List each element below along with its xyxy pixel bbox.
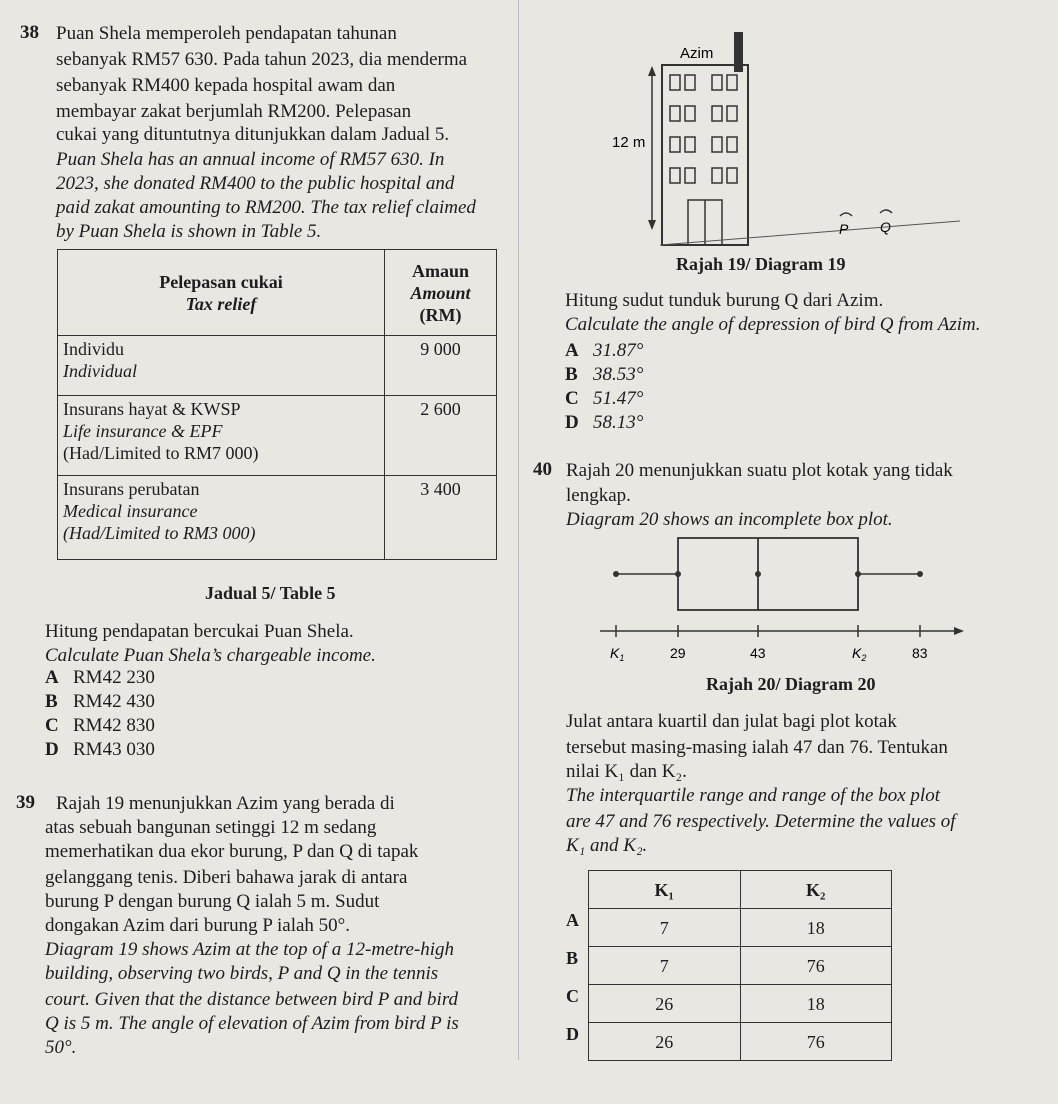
option-text: RM43 030: [73, 739, 155, 760]
height-label: 12 m: [612, 134, 646, 151]
q39-english-line: 50°.: [45, 1037, 77, 1058]
q40-english-line: are 47 and 76 respectively. Determine the values of: [566, 811, 956, 832]
option-letter: D: [45, 739, 59, 760]
q40-text-line: Rajah 20 menunjukkan suatu plot kotak yang tidak: [566, 460, 953, 481]
table-row[interactable]: [589, 1023, 892, 1061]
box-plot-diagram: [600, 530, 970, 670]
min-point: [613, 571, 619, 577]
option-letter: B: [565, 364, 578, 385]
table-row[interactable]: [589, 909, 892, 947]
option-letter: C: [45, 715, 59, 736]
diagram-19-caption: Rajah 19/ Diagram 19: [676, 254, 846, 274]
k1-cell: 7: [589, 909, 741, 947]
q40-text-line: tersebut masing-masing ialah 47 dan 76. Tentukan: [566, 737, 948, 758]
arrow-up-icon: [648, 66, 656, 76]
q38-option-b[interactable]: [45, 691, 155, 713]
diagram-19: [600, 20, 970, 260]
table-header-relief: [58, 250, 385, 336]
q40-option-b-letter: B: [566, 948, 579, 968]
option-text: RM42 430: [73, 691, 155, 712]
median-point: [755, 571, 761, 577]
q39-text-line: gelanggang tenis. Diberi bahawa jarak di antara: [45, 867, 408, 888]
q39-text-line: atas sebuah bangunan setinggi 12 m sedang: [45, 817, 377, 838]
box: [678, 538, 858, 610]
q38-english-line: by Puan Shela is shown in Table 5.: [56, 221, 322, 242]
q40-text-line: Julat antara kuartil dan julat bagi plot kotak: [566, 711, 897, 732]
table-row: [58, 476, 497, 560]
option-text: RM42 830: [73, 715, 155, 736]
q38-option-c[interactable]: [45, 715, 155, 737]
table-row: [58, 336, 497, 396]
header-unit: (RM): [419, 304, 462, 325]
question-number: 40: [533, 459, 552, 480]
tick-label-k1: $K_1$: [610, 645, 625, 663]
question-number: 39: [16, 792, 35, 813]
diagram-20-caption: Rajah 20/ Diagram 20: [706, 674, 876, 694]
q38-english-line: paid zakat amounting to RM200. The tax relief claimed: [56, 197, 476, 218]
k2-cell: 76: [740, 1023, 892, 1061]
question-number: 38: [20, 22, 39, 43]
relief-cell: [58, 336, 385, 396]
q39-option-d[interactable]: [565, 412, 643, 434]
q39-option-b[interactable]: [565, 364, 643, 386]
relief-malay: Individu: [63, 339, 124, 359]
max-point: [917, 571, 923, 577]
q38-text-line: sebanyak RM400 kepada hospital awam dan: [56, 75, 396, 96]
q40-text-line: lengkap.: [566, 485, 631, 506]
arrow-down-icon: [648, 220, 656, 230]
relief-english: Life insurance & EPF: [63, 421, 223, 441]
k-values-table: [588, 870, 892, 1061]
azim-label: Azim: [680, 45, 714, 62]
header-english: Amount: [410, 282, 471, 303]
option-letter: D: [565, 412, 579, 433]
q39-question-malay: Hitung sudut tunduk burung Q dari Azim.: [565, 290, 884, 311]
tick-label-83: 83: [912, 645, 928, 661]
q38-question-malay: Hitung pendapatan bercukai Puan Shela.: [45, 621, 354, 642]
relief-malay: Insurans hayat & KWSP: [63, 399, 241, 419]
bird-p-icon: [840, 213, 852, 216]
option-text: 58.13°: [593, 412, 644, 433]
q38-question-english: Calculate Puan Shela’s chargeable income.: [45, 645, 376, 666]
q39-text-line: memerhatikan dua ekor burung, P dan Q di tapak: [45, 841, 419, 862]
bird-q-icon: [880, 210, 892, 213]
tax-relief-table: [57, 249, 497, 560]
option-text: RM42 230: [73, 667, 155, 688]
relief-english: Individual: [63, 361, 137, 381]
amount-cell: 9 000: [385, 336, 497, 396]
column-divider: [518, 0, 519, 1060]
q3-point: [855, 571, 861, 577]
relief-limit: (Had/Limited to RM3 000): [63, 523, 256, 543]
k2-cell: 76: [740, 947, 892, 985]
table-5-caption: Jadual 5/ Table 5: [205, 583, 336, 603]
table-row[interactable]: [589, 947, 892, 985]
relief-cell: [58, 476, 385, 560]
q40-option-a-letter: A: [566, 910, 579, 930]
header-malay: Amaun: [411, 260, 469, 281]
header-malay: Pelepasan cukai: [159, 271, 283, 292]
amount-cell: 3 400: [385, 476, 497, 560]
q39-text-line: dongakan Azim dari burung P ialah 50°.: [45, 915, 351, 936]
windows-icon: [670, 75, 737, 245]
k1-cell: 26: [589, 1023, 741, 1061]
q39-text-line: burung P dengan burung Q ialah 5 m. Sudut: [45, 891, 380, 912]
q38-option-d[interactable]: [45, 739, 155, 761]
option-letter: A: [565, 340, 579, 361]
option-letter: C: [565, 388, 579, 409]
q1-point: [675, 571, 681, 577]
k1-cell: 26: [589, 985, 741, 1023]
q38-text-line: membayar zakat berjumlah RM200. Pelepasan: [56, 101, 412, 122]
option-letter: B: [45, 691, 58, 712]
bird-q-label: Q: [880, 219, 891, 235]
q39-english-line: building, observing two birds, P and Q in the tennis: [45, 963, 439, 984]
k2-cell: 18: [740, 909, 892, 947]
q38-english-line: Puan Shela has an annual income of RM57 630. In: [56, 149, 445, 170]
table-header-amount: [385, 250, 497, 336]
q38-text-line: Puan Shela memperoleh pendapatan tahunan: [56, 23, 397, 44]
arrow-right-icon: [954, 627, 964, 635]
tick-label-43: 43: [750, 645, 766, 661]
tick-label-k2: $K_2$: [852, 645, 867, 663]
q39-english-line: Diagram 19 shows Azim at the top of a 12-metre-high: [45, 939, 455, 960]
header-k1: K₁: [589, 871, 741, 909]
table-row: [58, 396, 497, 476]
header-english: Tax relief: [185, 293, 257, 314]
q40-english-line: The interquartile range and range of the box plot: [566, 785, 940, 806]
q40-option-c-letter: C: [566, 986, 579, 1006]
amount-cell: 2 600: [385, 396, 497, 476]
q39-option-a[interactable]: [565, 340, 643, 362]
relief-english: Medical insurance: [63, 501, 198, 521]
bird-p-label: P: [839, 221, 849, 237]
k1-cell: 7: [589, 947, 741, 985]
k2-cell: 18: [740, 985, 892, 1023]
q39-text-line: Rajah 19 menunjukkan Azim yang berada di: [56, 793, 395, 814]
q38-option-a[interactable]: [45, 667, 155, 689]
option-text: 31.87°: [593, 340, 644, 361]
q40-text-line: nilai K₁ dan K₂.: [566, 761, 687, 782]
relief-cell: [58, 396, 385, 476]
tick-label-29: 29: [670, 645, 686, 661]
q39-english-line: court. Given that the distance between bird P and bird: [45, 989, 459, 1010]
q38-text-line: cukai yang dituntutnya ditunjukkan dalam Jadual 5.: [56, 124, 450, 145]
header-k2: K₂: [740, 871, 892, 909]
relief-limit: (Had/Limited to RM7 000): [63, 443, 259, 463]
q40-english-line: Diagram 20 shows an incomplete box plot.: [566, 509, 893, 530]
q38-english-line: 2023, she donated RM400 to the public hospital and: [56, 173, 455, 194]
q39-option-c[interactable]: [565, 388, 643, 410]
option-text: 51.47°: [593, 388, 644, 409]
option-text: 38.53°: [593, 364, 644, 385]
relief-malay: Insurans perubatan: [63, 479, 200, 499]
q40-english-line: K₁ and K₂.: [566, 835, 648, 856]
table-row[interactable]: [589, 985, 892, 1023]
q38-text-line: sebanyak RM57 630. Pada tahun 2023, dia menderma: [56, 49, 468, 70]
q39-english-line: Q is 5 m. The angle of elevation of Azim from bird P is: [45, 1013, 459, 1034]
q39-question-english: Calculate the angle of depression of bird Q from Azim.: [565, 314, 981, 335]
option-letter: A: [45, 667, 59, 688]
q40-option-d-letter: D: [566, 1024, 579, 1044]
